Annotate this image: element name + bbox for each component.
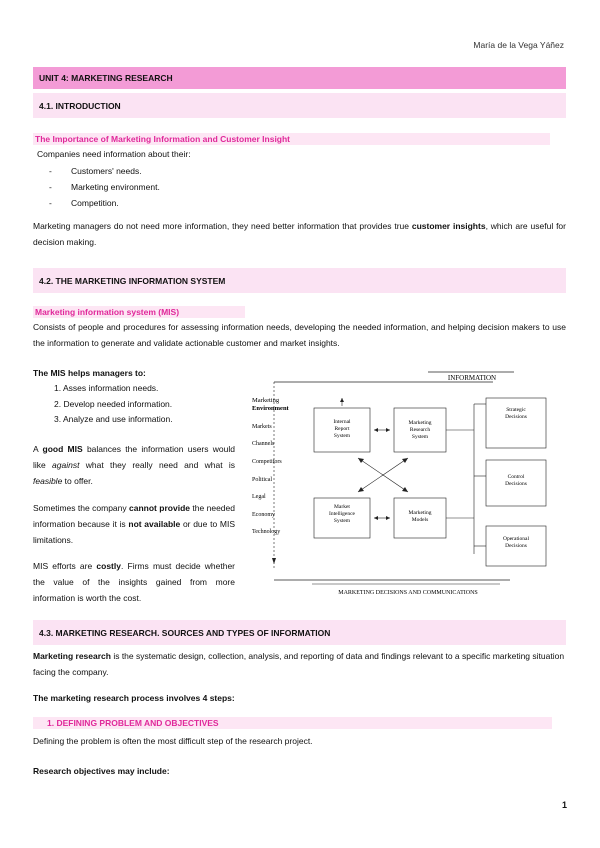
- box-mis-line: System: [333, 518, 351, 524]
- box-mrs-line: Marketing: [408, 420, 432, 426]
- dec-control-line: Decisions: [505, 481, 527, 487]
- page-number: 1: [561, 800, 567, 810]
- companies-intro: Companies need information about their:: [37, 149, 191, 159]
- env-label-1: Marketing: [252, 397, 280, 404]
- box-strategic-decisions: [486, 398, 546, 448]
- paragraph-cannot-provide: Sometimes the company cannot provide the needed information because it is not available or due to MIS limitations.: [33, 503, 235, 545]
- mis-helps-heading: The MIS helps managers to:: [33, 368, 146, 378]
- env-item: Competitors: [252, 459, 282, 465]
- box-irs-line: System: [333, 433, 351, 439]
- arrow-head: [386, 516, 390, 520]
- env-item: Channels: [252, 441, 275, 447]
- objectives-heading: Research objectives may include:: [33, 766, 170, 776]
- env-label-2: Environment: [252, 405, 289, 412]
- paragraph-insights: Marketing managers do not need more information, they need better information that provides true customer insights, which are useful for decision making.: [33, 221, 566, 247]
- dec-strategic-line: Strategic: [506, 407, 526, 413]
- paragraph-good-mis: A good MIS balances the information users would like against what they really need and what is feasible to offer.: [33, 444, 235, 486]
- list-item: 2. Develop needed information.: [54, 398, 173, 409]
- marketing-research-definition: Marketing research is the systematic design, collection, analysis, and reporting of data and findings relevant to a specific marketing situation facing the company.: [33, 651, 565, 677]
- mis-definition: Consists of people and procedures for assessing information needs, developing the needed information, and helping decision makers to use the information to generate and validate actionable customer and market insights.: [33, 322, 566, 348]
- mis-steps-list: [54, 381, 173, 428]
- author-name: María de la Vega Yáñez: [473, 40, 564, 50]
- dec-control-line: Control: [507, 474, 525, 480]
- list-item: - Marketing environment.: [37, 179, 160, 195]
- subheading-importance: The Importance of Marketing Information and Customer Insight: [33, 133, 550, 145]
- arrow-head: [374, 428, 378, 432]
- unit-title: UNIT 4: MARKETING RESEARCH: [33, 67, 566, 89]
- section-4-1-title: 4.1. INTRODUCTION: [33, 93, 566, 118]
- process-heading: The marketing research process involves 4 steps:: [33, 693, 235, 703]
- paragraph-costly: MIS efforts are costly. Firms must decide whether the value of the insights gained from more information is worth the cost.: [33, 561, 235, 603]
- box-mis-line: Market: [334, 504, 350, 510]
- env-item: Legal: [252, 494, 266, 500]
- env-item: Political: [252, 477, 272, 483]
- box-irs-line: Report: [334, 426, 350, 432]
- subheading-mis: Marketing information system (MIS): [33, 306, 245, 318]
- section-4-3-title: 4.3. MARKETING RESEARCH. SOURCES AND TYPES OF INFORMATION: [33, 620, 566, 645]
- box-mm-line: Marketing: [408, 510, 432, 516]
- env-arrow-head: [272, 558, 276, 564]
- arrow-head: [402, 487, 408, 492]
- box-mrs-line: Research: [409, 427, 431, 433]
- list-item: 1. Asses information needs.: [54, 383, 159, 393]
- list-item: 3. Analyze and use information.: [54, 414, 173, 424]
- diagram-top-label: INFORMATION: [447, 374, 497, 382]
- diagram-bottom-label: MARKETING DECISIONS AND COMMUNICATIONS: [338, 590, 478, 596]
- env-item: Technology: [252, 529, 281, 535]
- dec-strategic-line: Decisions: [505, 414, 527, 420]
- list-item: - Competition.: [37, 195, 160, 211]
- arrow-head: [358, 458, 364, 463]
- arrow-head: [402, 458, 408, 463]
- box-mrs-line: System: [411, 434, 429, 440]
- env-item: Markets: [252, 424, 272, 430]
- needs-list: [37, 163, 160, 211]
- dec-operational-line: Decisions: [505, 543, 527, 549]
- box-mis-line: Intelligence: [329, 511, 355, 517]
- arrow-head: [374, 516, 378, 520]
- dec-operational-line: Operational: [503, 536, 529, 542]
- step-1-heading: 1. DEFINING PROBLEM AND OBJECTIVES: [33, 717, 552, 729]
- arrow-head: [340, 398, 344, 402]
- box-mm-line: Models: [411, 517, 429, 523]
- arrow-head: [358, 487, 364, 492]
- step-1-text: Defining the problem is often the most difficult step of the research project.: [33, 736, 313, 746]
- list-item: - Customers' needs.: [37, 163, 160, 179]
- arrow-head: [386, 428, 390, 432]
- section-4-2-title: 4.2. THE MARKETING INFORMATION SYSTEM: [33, 268, 566, 293]
- box-irs-line: Internal: [333, 419, 351, 425]
- mis-diagram: [248, 368, 556, 600]
- env-item: Economy: [252, 512, 275, 518]
